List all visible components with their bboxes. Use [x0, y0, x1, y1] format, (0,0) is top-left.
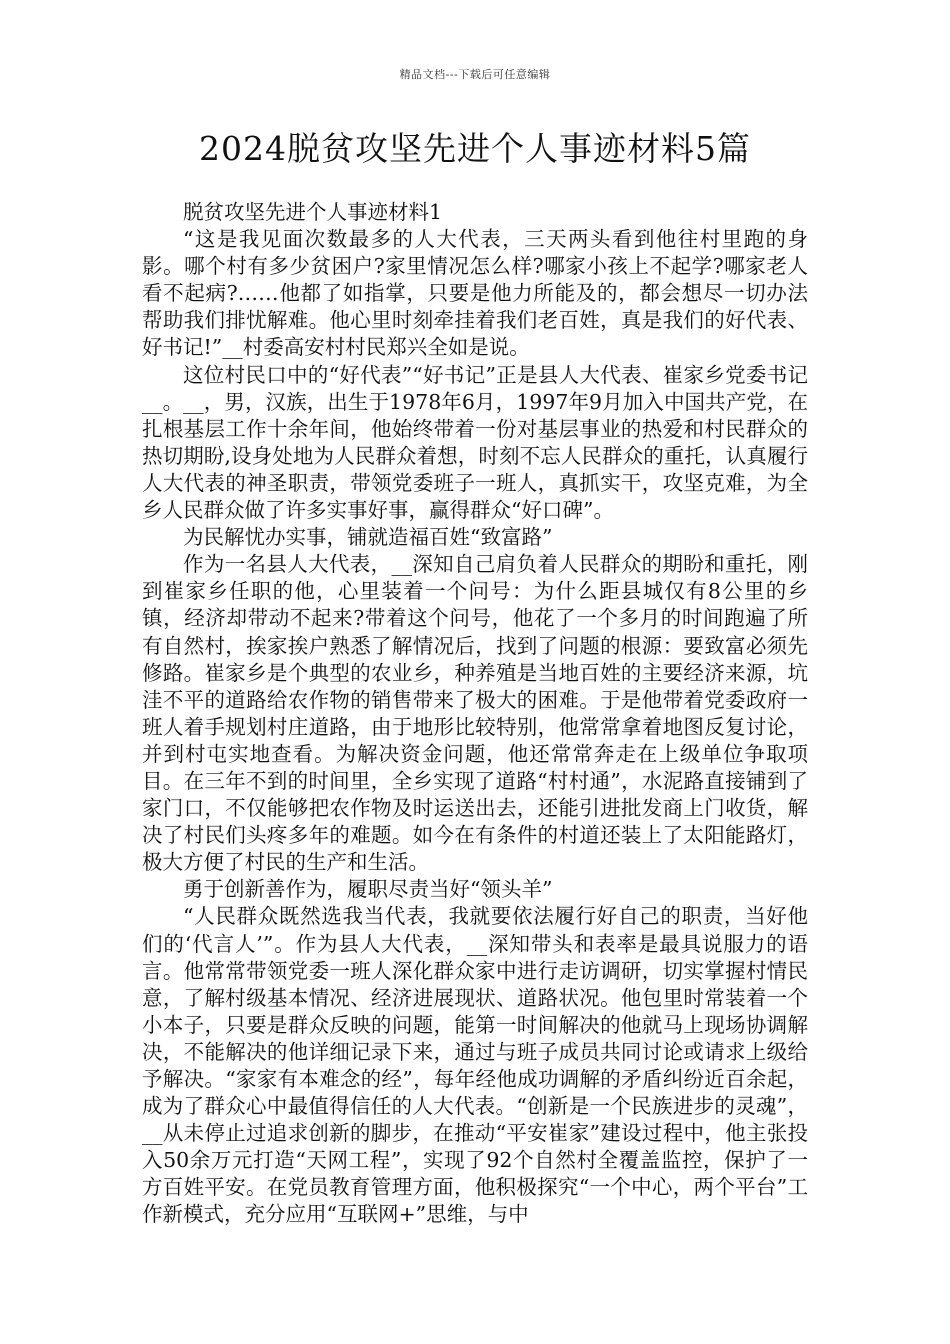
header-note: 精品文档---下载后可任意编辑 [399, 68, 551, 81]
section-heading-1: 脱贫攻坚先进个人事迹材料1 [183, 200, 443, 224]
document-title: 2024脱贫攻坚先进个人事迹材料5篇 [199, 129, 751, 168]
section-heading-road: 为民解忧办实事，铺就造福百姓“致富路” [183, 525, 553, 550]
section-heading-leader: 勇于创新善作为，履职尽责当好“领头羊” [183, 877, 553, 902]
paragraph-intro: 这位村民口中的“好代表”“好书记”正是县人大代表、崔家乡党委书记__。__，男，汉族，出生于1978年6月，1997年9月加入中国共产党，在扎根基层工作十余年间，他始终带着一份对基层事业的热爱和村民群众的热切期盼,设身处地为人民群众着想，时刻不忘人民群众的重托，认真履行人大代表的神圣职责，带领党委班子一班人，真抓实干，攻坚克难，为全乡人民群众做了许多实事好事，赢得群众“好口碑”。 [142, 362, 808, 523]
paragraph-leader: “人民群众既然选我当代表，我就要依法履行好自己的职责，当好他们的‘代言人’”。作为县人大代表，__深知带头和表率是最具说服力的语言。他常常带领党委一班人深化群众家中进行走访调研，切实掌握村情民意，了解村级基本情况、经济进展现状、道路状况。他包里时常装着一个小本子，只要是群众反映的问题，能第一时间解决的他就马上现场协调解决，不能解决的他详细记录下来，通过与班子成员共同讨论或请求上级给予解决。“家家有本难念的经”，每年经他成功调解的矛盾纠纷近百余起，成为了群众心中最值得信任的人大代表。“创新是一个民族进步的灵魂”，__从未停止过追求创新的脚步，在推动“平安崔家”建设过程中，他主张投入50余万元打造“天网工程”，实现了92个自然村全覆盖监控，保护了一方百姓平安。在党员教育管理方面，他积极探究“一个中心，两个平台”工作新模式，充分应用“互联网+”思维，与中 [142, 904, 808, 1227]
paragraph-road: 作为一名县人大代表，__深知自己肩负着人民群众的期盼和重托，刚到崔家乡任职的他，心里装着一个问号：为什么距县城仅有8公里的乡镇，经济却带动不起来?带着这个问号，他花了一个多月的时间跑遍了所有自然村，挨家挨户熟悉了解情况后，找到了问题的根源：要致富必须先修路。崔家乡是个典型的农业乡，种养殖是当地百姓的主要经济来源，坑洼不平的道路给农作物的销售带来了极大的困难。于是他带着党委政府一班人着手规划村庄道路，由于地形比较特别，他常常拿着地图反复讨论，并到村屯实地查看。为解决资金问题，他还常常奔走在上级单位争取项目。在三年不到的时间里，全乡实现了道路“村村通”，水泥路直接铺到了家门口，不仅能够把农作物及时运送出去，还能引进批发商上门收货，解决了村民们头疼多年的难题。如今在有条件的村道还装上了太阳能路灯，极大方便了村民的生产和生活。 [142, 552, 808, 875]
document-body [142, 199, 808, 1229]
paragraph-quote-villager: “这是我见面次数最多的人大代表，三天两头看到他往村里跑的身影。哪个村有多少贫困户?家里情况怎么样?哪家小孩上不起学?哪家老人看不起病?……他都了如指掌，只要是他力所能及的，都会想尽一切办法帮助我们排忧解难。他心里时刻牵挂着我们老百姓，真是我们的好代表、好书记!”__村委高安村村民郑兴全如是说。 [142, 227, 808, 360]
